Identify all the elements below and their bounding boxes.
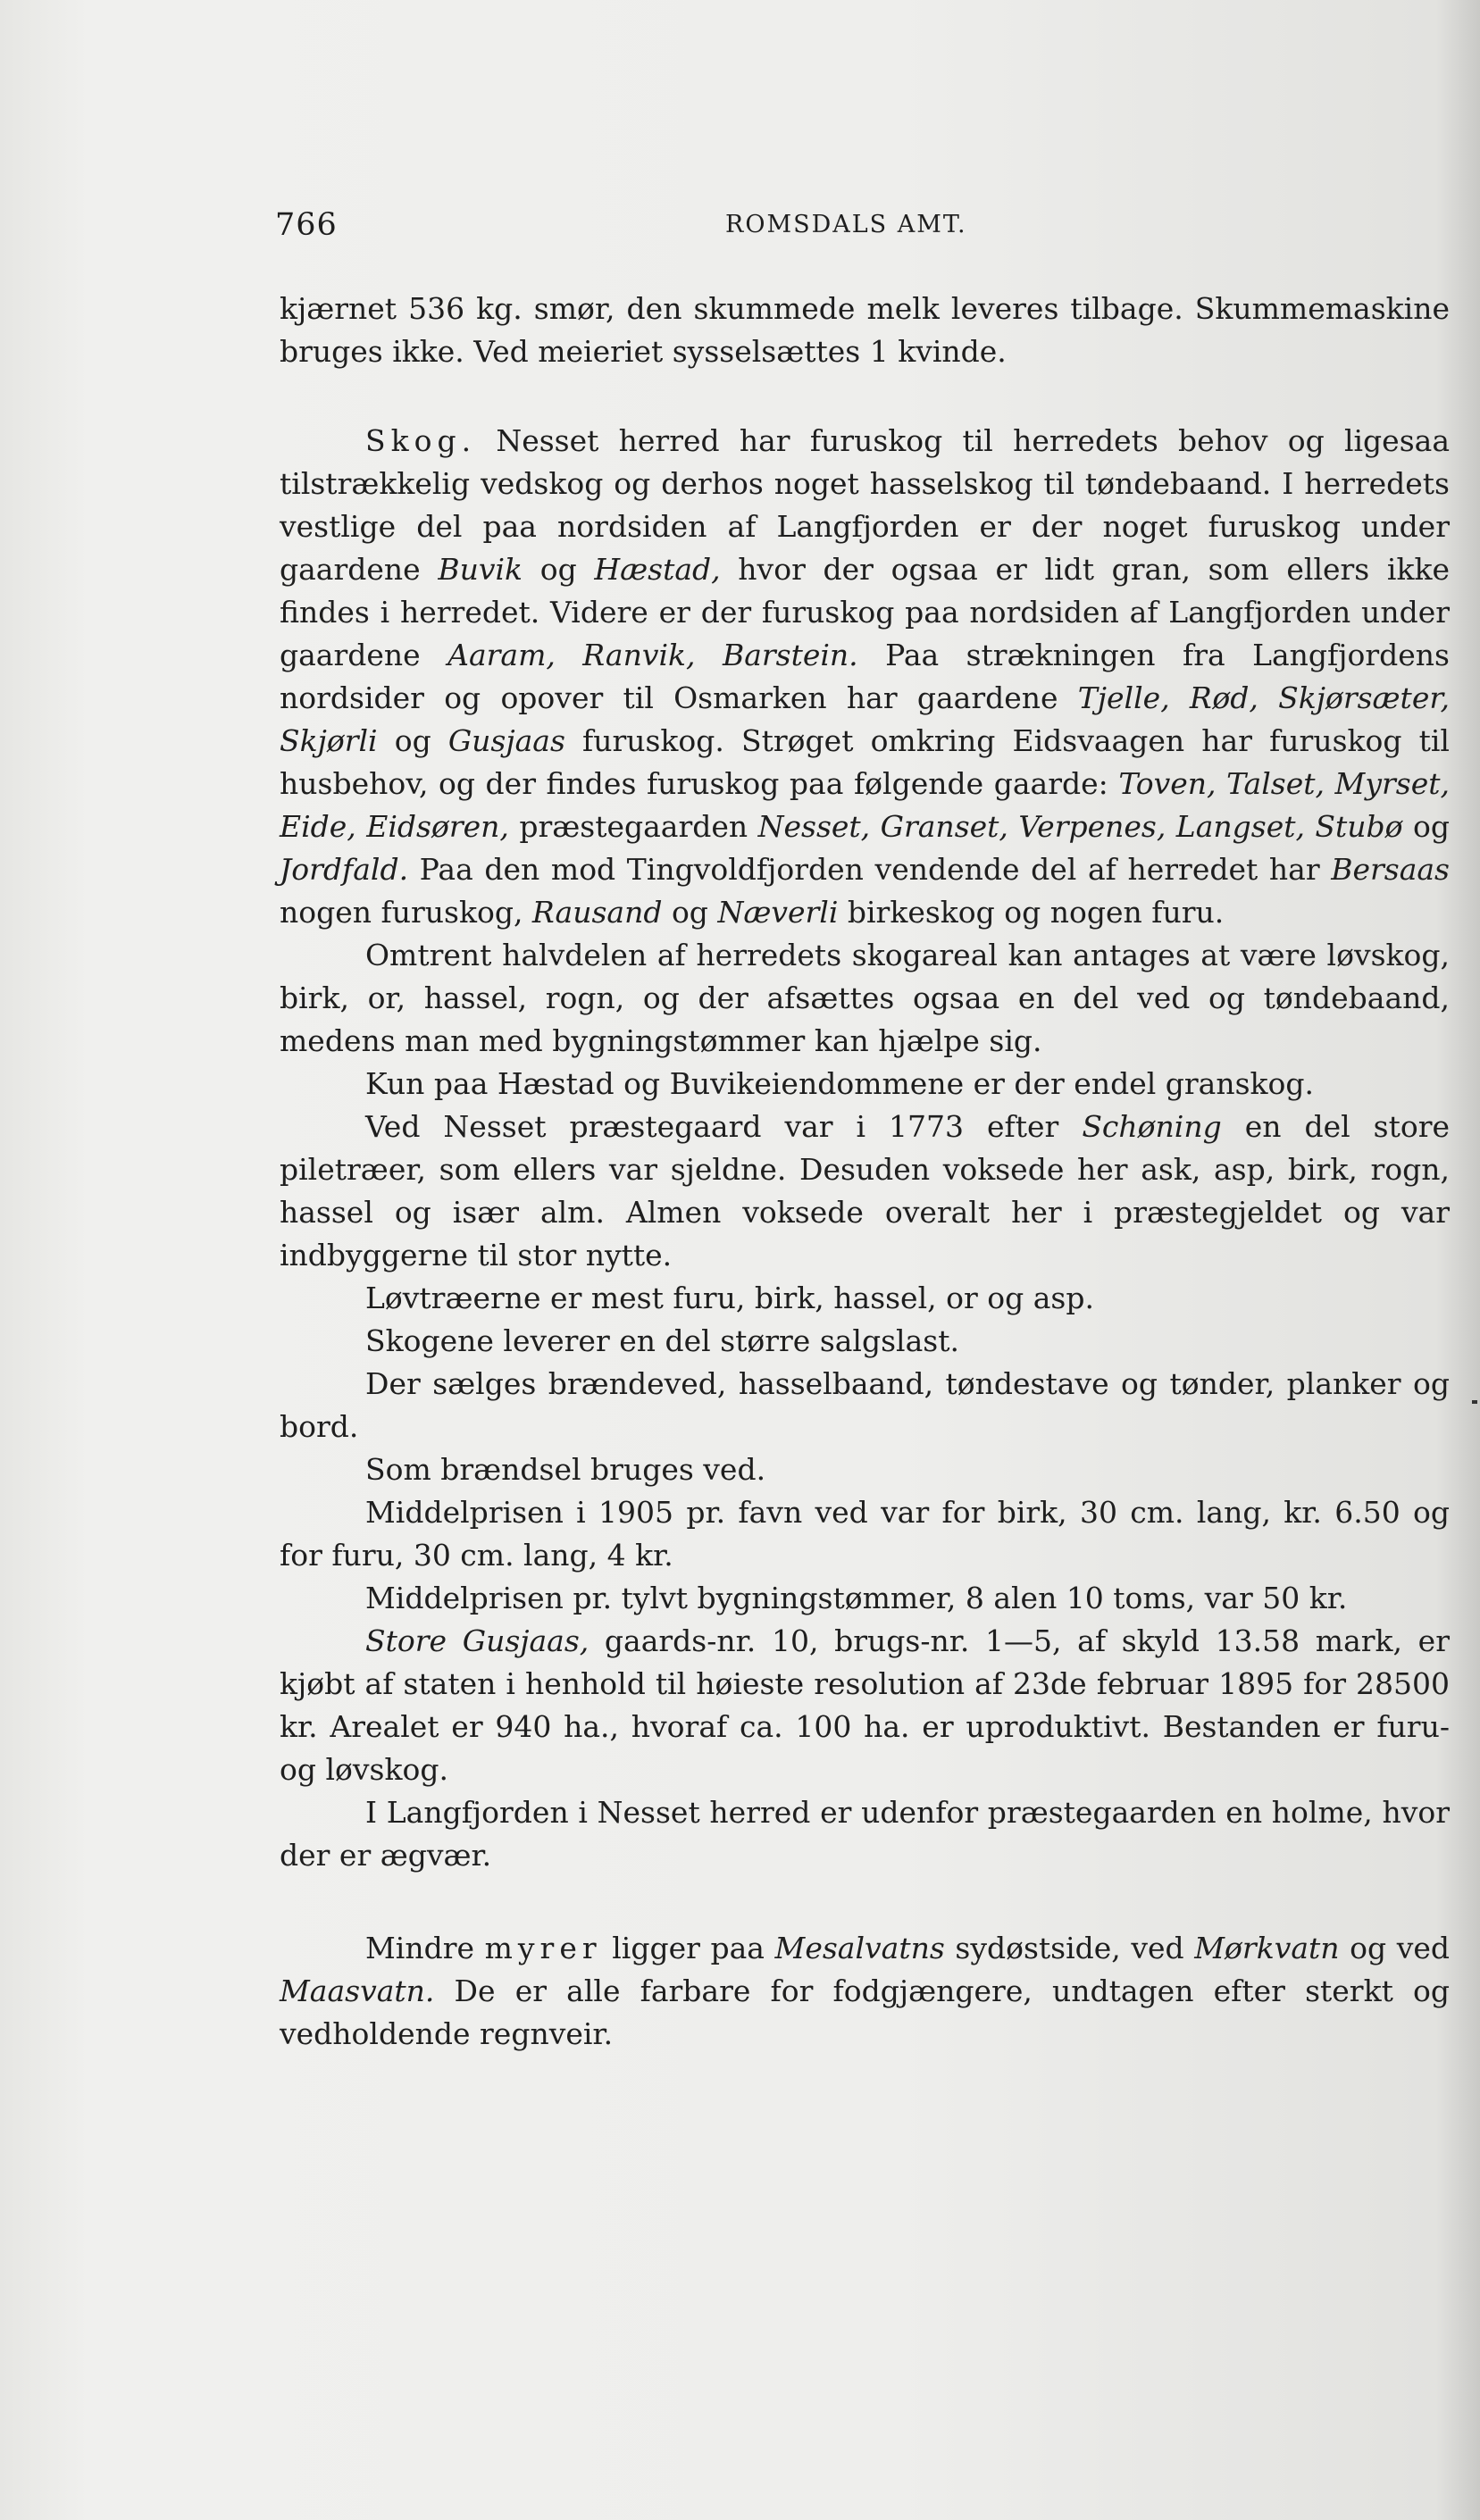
- paragraph-3: Omtrent halvdelen af herredets skogareal kan antages at være løvskog, birk, or, hassel, rogn, og der afsættes ogsaa en del ved og tøndebaand, medens man med bygningstømmer kan hjælpe sig.: [280, 938, 1450, 1058]
- paragraph-9: Som brændsel bruges ved.: [365, 1452, 766, 1487]
- page-header: [275, 207, 1463, 261]
- scan-edge-mark: [1472, 1400, 1477, 1404]
- page-number: 766: [275, 207, 338, 243]
- paragraph-12: Store Gusjaas, gaards-nr. 10, brugs-nr. 1—5, af skyld 13.58 mark, er kjøbt af staten i henhold til høieste resolution af 23de februar 1895 for 28500 kr. Arealet er 940 ha., hvoraf ca. 100 ha. er uproduktivt. Bestanden er furu- og løvskog.: [280, 1623, 1450, 1787]
- body-text: [280, 288, 1450, 2056]
- paragraph-5: Ved Nesset præstegaard var i 1773 efter Schøning en del store piletræer, som ellers var sjeldne. Desuden voksede her ask, asp, birk, rogn, hassel og især alm. Almen voksede overalt her i præstegjeldet og var indbyggerne til stor nytte.: [280, 1109, 1451, 1273]
- paragraph-13: I Langfjorden i Nesset herred er udenfor præstegaarden en holme, hvor der er ægvær.: [280, 1795, 1450, 1873]
- paragraph-8: Der sælges brændeved, hasselbaand, tøndestave og tønder, planker og bord.: [280, 1366, 1450, 1444]
- paragraph-7: Skogene leverer en del større salgslast.: [365, 1323, 959, 1358]
- paragraph-6: Løvtræerne er mest furu, birk, hassel, or og asp.: [365, 1281, 1094, 1315]
- paragraph-4: Kun paa Hæstad og Buvikeiendommene er der endel granskog.: [365, 1066, 1315, 1101]
- section-heading-skog: Skog.: [365, 423, 477, 458]
- paragraph-11: Middelprisen pr. tylvt bygningstømmer, 8 alen 10 toms, var 50 kr.: [365, 1581, 1348, 1615]
- running-head: ROMSDALS AMT.: [725, 211, 967, 238]
- paragraph-myrer: Mindre myrer ligger paa Mesalvatns sydøstside, ved Mørkvatn og ved Maasvatn. De er alle farbare for fodgjængere, undtagen efter sterkt og vedholdende regnveir.: [280, 1931, 1450, 2051]
- paragraph-10: Middelprisen i 1905 pr. favn ved var for birk, 30 cm. lang, kr. 6.50 og for furu, 30 cm. lang, 4 kr.: [280, 1495, 1450, 1573]
- paragraph-skog: Skog. Nesset herred har furuskog til herredets behov og ligesaa tilstrækkelig vedskog og derhos noget hasselskog til tøndebaand. I herredets vestlige del paa nordsiden af Langfjorden er der noget furuskog under gaardene Buvik og Hæstad, hvor der ogsaa er lidt gran, som ellers ikke findes i herredet. Videre er der furuskog paa nordsiden af Langfjorden under gaardene Aaram, Ranvik, Barstein. Paa strækningen fra Langfjordens nordsider og opover til Osmarken har gaardene Tjelle, Rød, Skjørsæter, Skjørli og Gusjaas furuskog. Strøget omkring Eidsvaagen har furuskog til husbehov, og der findes furuskog paa følgende gaarde: Toven, Talset, Myrset, Eide, Eidsøren, præstegaarden Nesset, Granset, Verpenes, Langset, Stubø og Jordfald. Paa den mod Tingvoldfjorden vendende del af herredet har Bersaas nogen furuskog, Rausand og Næverli birkeskog og nogen furu.: [280, 423, 1451, 930]
- section-heading-myrer: myrer: [484, 1931, 602, 1965]
- paragraph-1: kjærnet 536 kg. smør, den skummede melk leveres tilbage. Skummemaskine bruges ikke. Ved meieriet sysselsættes 1 kvinde.: [280, 291, 1450, 369]
